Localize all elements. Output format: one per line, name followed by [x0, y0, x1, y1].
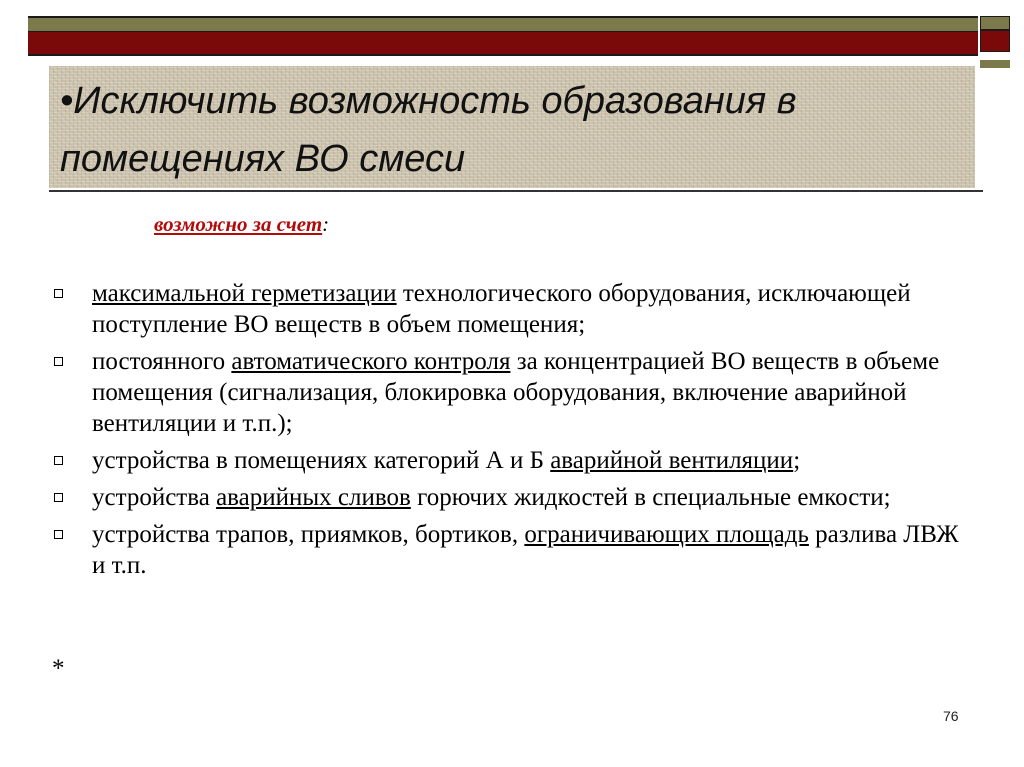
- top-decorative-band: [28, 16, 978, 56]
- item-text: устройства: [92, 484, 217, 511]
- underlined-text: ограничивающих площадь: [524, 521, 809, 548]
- corner-maroon-square: [980, 30, 1010, 52]
- subtitle: [154, 212, 329, 237]
- corner-olive-square: [980, 16, 1010, 30]
- item-text: постоянного: [92, 348, 232, 375]
- item-text: горючих жидкостей в специальные емкости;: [410, 484, 891, 511]
- subtitle-text: возможно за счет: [154, 212, 323, 236]
- bullet-list: [52, 278, 972, 587]
- page-number: 76: [943, 708, 959, 724]
- item-text: устройства в помещениях категорий А и Б: [92, 447, 551, 474]
- square-bullet-icon: [54, 493, 63, 502]
- list-item: [52, 346, 972, 439]
- list-item: [52, 519, 972, 581]
- item-text: разлива ЛВЖ и т.п.: [92, 521, 959, 579]
- maroon-stripe: [28, 32, 978, 56]
- item-text: устройства трапов, приямков, бортиков,: [92, 521, 525, 548]
- item-text: за концентрацией ВО веществ в объеме помещения (сигнализация, блокировка оборудования, включение аварийной вентиляции и т.п.);: [92, 348, 940, 437]
- corner-olive-bar: [980, 60, 1010, 68]
- corner-decoration: [980, 16, 1012, 60]
- square-bullet-icon: [54, 456, 63, 465]
- underlined-text: аварийной вентиляции: [550, 447, 794, 474]
- item-text: технологического оборудования, исключающей поступление ВО веществ в объем помещения;: [92, 280, 911, 338]
- list-item: [52, 445, 972, 476]
- square-bullet-icon: [54, 530, 63, 539]
- olive-stripe: [28, 16, 978, 32]
- square-bullet-icon: [54, 357, 63, 366]
- list-item: [52, 482, 972, 513]
- underlined-text: аварийных сливов: [216, 484, 411, 511]
- underlined-text: максимальной герметизации: [92, 280, 397, 307]
- footnote-mark: *: [52, 655, 65, 682]
- subtitle-colon: :: [322, 212, 330, 236]
- underlined-text: автоматического контроля: [231, 348, 511, 375]
- square-bullet-icon: [54, 289, 63, 298]
- slide-title: •Исключить возможность образования в помещениях ВО смеси: [60, 80, 797, 180]
- title-divider: [49, 190, 983, 192]
- list-item: [52, 278, 972, 340]
- item-text: ;: [793, 447, 801, 474]
